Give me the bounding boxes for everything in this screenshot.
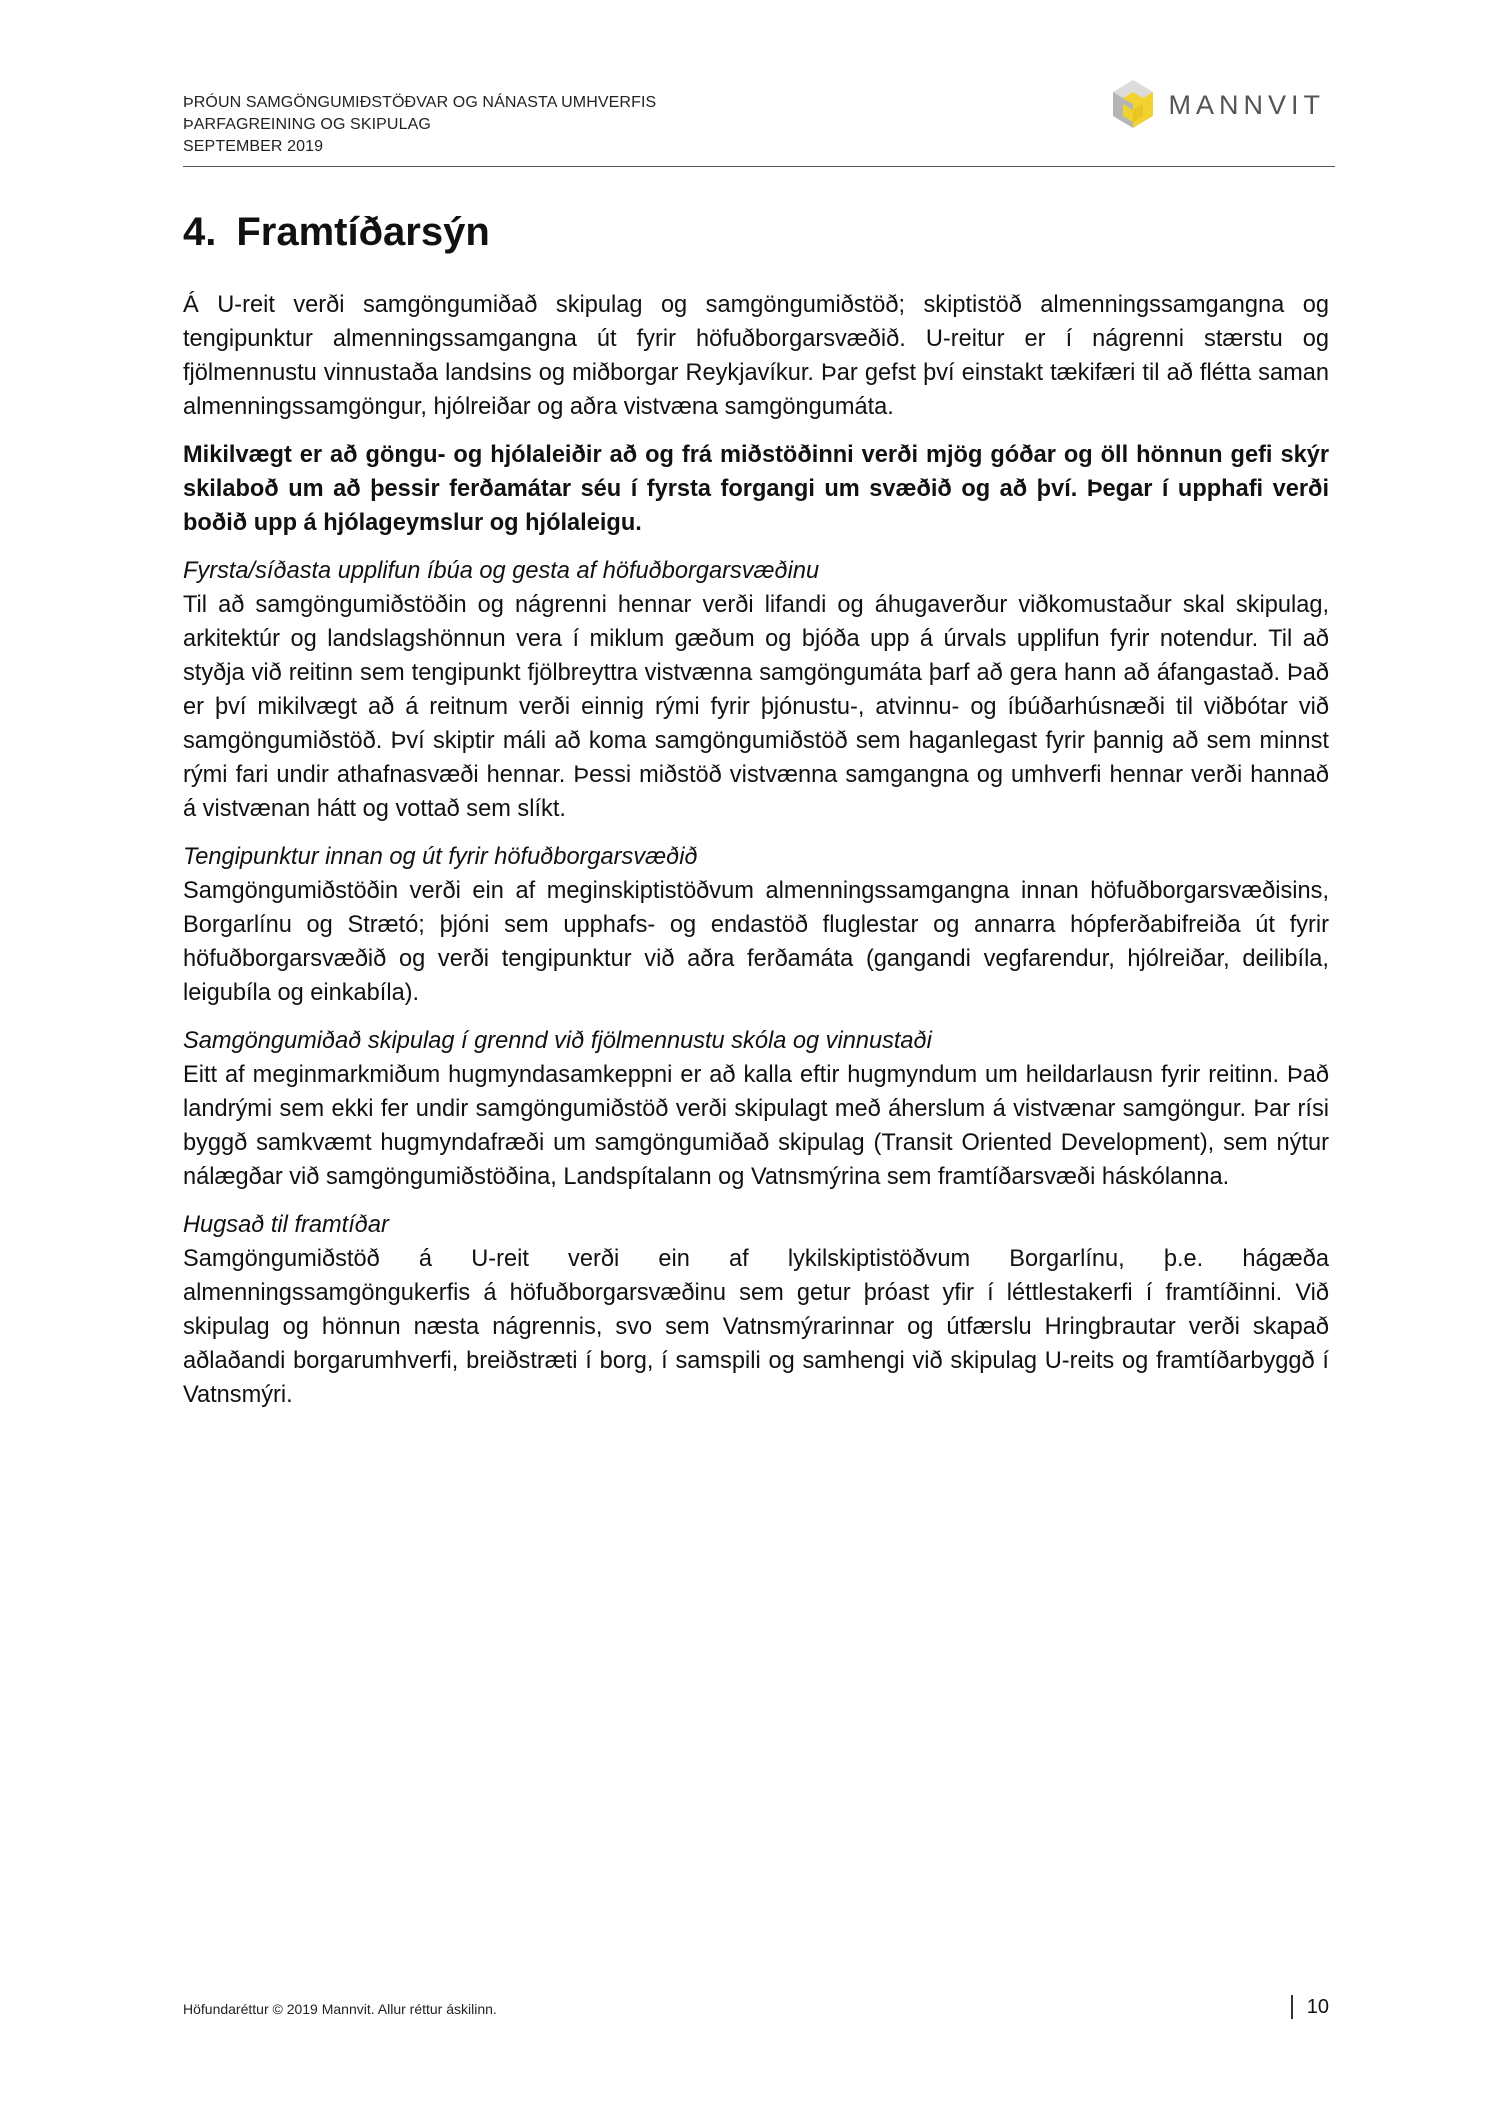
section-body: Samgöngumiðstöðin verði ein af meginskiptistöðvum almenningssamgangna innan höfuðborgarsvæðisins, Borgarlínu og Strætó; þjóni sem upphafs- og endastöð fluglestar og annarra hópferðabifreiða út fyrir höfuðborgarsvæðið og verði tengipunktur við aðra ferðamáta (gangandi vegfarendur, hjólreiðar, deilibíla, leigubíla og einkabíla).: [183, 878, 1329, 1006]
section-future-thinking: [183, 1208, 1329, 1412]
page-number: 10: [1306, 1995, 1329, 2018]
header-project-title: ÞRÓUN SAMGÖNGUMIÐSTÖÐVAR OG NÁNASTA UMHVERFIS: [183, 94, 657, 111]
footer-page-number-block: [1291, 1995, 1329, 2019]
section-title: Samgöngumiðað skipulag í grennd við fjölmennustu skóla og vinnustaði: [183, 1028, 932, 1054]
header-subtitle: ÞARFAGREINING OG SKIPULAG: [183, 116, 431, 133]
page-footer: [183, 1995, 1329, 2025]
emphasis-paragraph: Mikilvægt er að göngu- og hjólaleiðir að og frá miðstöðinni verði mjög góðar og öll hönnun gefi skýr skilaboð um að þessir ferðamátar séu í fyrsta forgangi um svæðið og að því. Þegar í upphafi verði boðið upp á hjólageymslur og hjólaleigu.: [183, 442, 1329, 536]
section-body: Samgöngumiðstöð á U-reit verði ein af lykilskiptistöðvum Borgarlínu, þ.e. hágæða almenningssamgöngukerfis á höfuðborgarsvæðinu sem getur þróast yfir í léttlestakerfi í framtíðinni. Við skipulag og hönnun næsta nágrennis, svo sem Vatnsmýrarinnar og útfærslu Hringbrautar verði skapað aðlaðandi borgarumhverfi, breiðstræti í borg, í samspili og samhengi við skipulag U-reits og framtíðarbyggð í Vatnsmýri.: [183, 1246, 1329, 1408]
chapter-heading: [183, 208, 1329, 256]
footer-copyright: Höfundaréttur © 2019 Mannvit. Allur réttur áskilinn.: [183, 2001, 497, 2017]
intro-paragraph: Á U-reit verði samgöngumiðað skipulag og samgöngumiðstöð; skiptistöð almenningssamgangna og tengipunktur almenningssamgangna út fyrir höfuðborgarsvæðið. U-reitur er í nágrenni stærstu og fjölmennustu vinnustaða landsins og miðborgar Reykjavíkur. Þar gefst því einstakt tækifæri til að flétta saman almenningssamgöngur, hjólreiðar og aðra vistvæna samgöngumáta.: [183, 292, 1329, 420]
chapter-number: 4.: [183, 210, 217, 254]
company-logo: [1109, 78, 1326, 132]
logo-wordmark: MANNVIT: [1168, 89, 1325, 120]
mannvit-cube-logo-icon: [1109, 78, 1157, 132]
page-number-divider: [1291, 1995, 1293, 2019]
header-date: SEPTEMBER 2019: [183, 138, 324, 155]
page-content: [183, 208, 1329, 1426]
chapter-title: Framtíðarsýn: [236, 210, 490, 254]
section-first-impression: [183, 554, 1329, 826]
section-body: Til að samgöngumiðstöðin og nágrenni hennar verði lifandi og áhugaverður viðkomustaður skal skipulag, arkitektúr og landslagshönnun vera í miklum gæðum og bjóða upp á úrvals upplifun fyrir notendur. Til að styðja við reitinn sem tengipunkt fjölbreyttra vistvænna samgöngumáta þarf að gera hann að áfangastað. Það er því mikilvægt að á reitnum verði einnig rými fyrir þjónustu-, atvinnu- og íbúðarhúsnæði til viðbótar við samgöngumiðstöð. Því skiptir máli að koma samgöngumiðstöð sem haganlegast fyrir þannig að sem minnst rými fari undir athafnasvæði hennar. Þessi miðstöð vistvænna samgangna og umhverfi hennar verði hannað á vistvænan hátt og vottað sem slíkt.: [183, 592, 1329, 822]
header-text: [183, 92, 656, 158]
section-connection-point: [183, 840, 1329, 1010]
section-title: Hugsað til framtíðar: [183, 1212, 389, 1238]
page-header: [183, 89, 1335, 167]
section-title: Tengipunktur innan og út fyrir höfuðborgarsvæðið: [183, 844, 698, 870]
section-body: Eitt af meginmarkmiðum hugmyndasamkeppni er að kalla eftir hugmyndum um heildarlausn fyrir reitinn. Það landrými sem ekki fer undir samgöngumiðstöð verði skipulagt með áherslum á vistvænar samgöngur. Þar rísi byggð samkvæmt hugmyndafræði um samgöngumiðað skipulag (Transit Oriented Development), sem nýtur nálægðar við samgöngumiðstöðina, Landspítalann og Vatnsmýrina sem framtíðarsvæði háskólanna.: [183, 1062, 1329, 1190]
section-transit-oriented-planning: [183, 1024, 1329, 1194]
section-title: Fyrsta/síðasta upplifun íbúa og gesta af höfuðborgarsvæðinu: [183, 558, 820, 584]
